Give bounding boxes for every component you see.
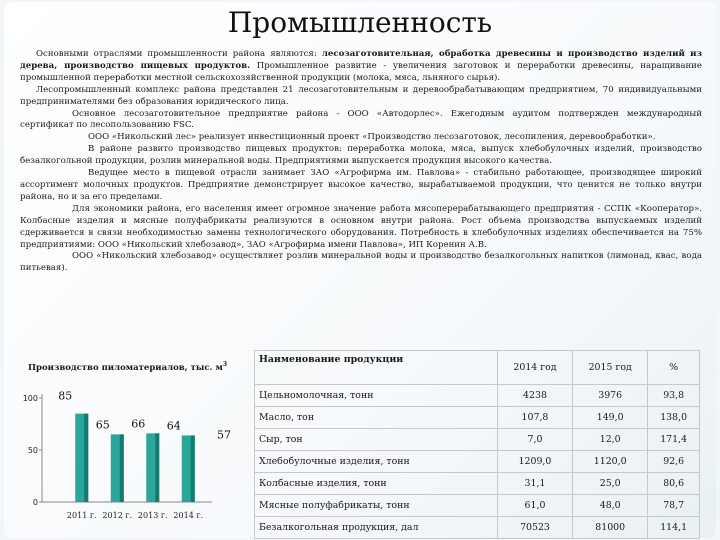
x-tick-label: 2011 г. — [66, 511, 97, 520]
table-row — [255, 429, 700, 451]
data-label: 66 — [131, 417, 146, 431]
y-tick-label: 50 — [27, 446, 38, 455]
data-label: 65 — [95, 418, 110, 432]
cell-product-name: Мясные полуфабрикаты, тонн — [255, 495, 498, 517]
table-row — [255, 385, 700, 407]
x-tick-label: 2013 г. — [137, 511, 168, 520]
cell-value: 149,0 — [573, 407, 648, 429]
cell-value: 70523 — [497, 517, 572, 539]
cell-value: 92,6 — [648, 451, 700, 473]
cell-value: 31,1 — [497, 473, 572, 495]
paragraph-avtodorles: Основное лесозаготовительное предприятие района - ООО «Автодорлес». Ежегодным аудитом подтвержден международный сертификат по лесопользованию FSC. — [20, 108, 702, 131]
body-text — [20, 49, 702, 275]
header-2014: 2014 год — [497, 351, 572, 385]
chart-bar-shade — [155, 433, 159, 502]
cell-value: 81000 — [573, 517, 648, 539]
cell-value: 80,6 — [648, 473, 700, 495]
page-title: Промышленность — [227, 6, 493, 39]
table-header-row — [255, 351, 700, 385]
chart-bar-shade — [84, 414, 88, 502]
table-row — [255, 407, 700, 429]
table-row — [255, 451, 700, 473]
table-row — [255, 517, 700, 539]
cell-value: 7,0 — [497, 429, 572, 451]
cell-product-name: Масло, тон — [255, 407, 498, 429]
cell-product-name: Цельномолочная, тонн — [255, 385, 498, 407]
y-tick-label: 100 — [22, 394, 38, 403]
paragraph-nikolsky-les: ООО «Никольский лес» реализует инвестиционный проект «Производство лесозаготовок, лесопиления, деревообработки». — [88, 132, 656, 143]
cell-value: 3976 — [573, 385, 648, 407]
extra-data-label: 57 — [217, 428, 231, 442]
cell-value: 12,0 — [573, 429, 648, 451]
chart-bar-shade — [120, 434, 124, 502]
cell-value: 4238 — [497, 385, 572, 407]
cell-product-name: Безалкогольная продукция, дал — [255, 517, 498, 539]
p1-prefix: Основными отраслями промышленности района являются: — [36, 49, 322, 59]
y-tick-label: 0 — [32, 498, 38, 507]
cell-value: 114,1 — [648, 517, 700, 539]
chart-title-text: Производство пиломатериалов, тыс. м — [28, 362, 223, 373]
cell-value: 93,8 — [648, 385, 700, 407]
cell-value: 61,0 — [497, 495, 572, 517]
paragraph-agrofirma: Ведущее место в пищевой отрасли занимает ЗАО «Агрофирма им. Павлова» - стабильно работающее, производящее широкий ассортимент молочных продуктов. Предприятие демонстрирует высокое качество, вырабатываемой продукции, что ценится не только внутри района, но и за его пределами. — [20, 168, 702, 202]
cell-value: 48,0 — [573, 495, 648, 517]
chart-bar-shade — [191, 435, 195, 502]
cell-value: 1120,0 — [573, 451, 648, 473]
paragraph-kooperator: Для экономики района, его населения имеет огромное значение работа мясоперерабатывающего предприятия - ССПК «Кооператор». Колбасные изделия и мясные полуфабрикаты реализуются в основном внутри района. Рост объема производства выпускаемых изделий сдерживается в связи необходимостью замены технологического оборудования. Потребность в хлебобулочных изделиях обеспечивается на 75% предприятиями: ООО «Никольский хлебозавод», ЗАО «Агрофирма имени Павлова», ИП Коренин А.В. — [20, 203, 702, 250]
cell-product-name: Хлебобулочные изделия, тонн — [255, 451, 498, 473]
paragraph-forestry: Лесопромышленный комплекс района представлен 21 лесозаготовительным и деревообрабатывающим предприятием, 70 индивидуальными предпринимателями без образования юридического лица. — [20, 84, 702, 107]
cell-value: 78,7 — [648, 495, 700, 517]
p1-bold: лесозаготовительная, обработка древесины и производство изделий из дерева, производство пищевых продуктов. — [20, 49, 702, 71]
cell-value: 171,4 — [648, 429, 700, 451]
production-table — [254, 350, 700, 539]
x-tick-label: 2014 г. — [173, 511, 204, 520]
chart-title — [28, 361, 227, 373]
paragraph-khlebozavod: ООО «Никольский хлебозавод» осуществляет розлив минеральной воды и производство безалкогольных напитков (лимонад, квас, вода питьевая). — [20, 251, 702, 274]
paragraph-food-production: В районе развито производство пищевых продуктов: переработка молока, мяса, выпуск хлебобулочных изделий, производство безалкогольной продукции, розлив минеральной воды. Предприятиями выпускается продукция высокого качества. — [20, 144, 702, 167]
paragraph-industries — [20, 49, 702, 85]
chart-svg — [20, 352, 252, 536]
cell-product-name: Сыр, тон — [255, 429, 498, 451]
data-label: 85 — [58, 389, 73, 403]
data-label: 64 — [166, 419, 181, 433]
cell-product-name: Колбасные изделия, тонн — [255, 473, 498, 495]
cell-value: 1209,0 — [497, 451, 572, 473]
x-tick-label: 2012 г. — [102, 511, 133, 520]
p1-suffix: Промышленное развитие - увеличения заготовок и переработки древесины, наращивание промышленной переработки местной сельскохозяйственной продукции (молока, мяса, льняного сырья). — [20, 60, 702, 83]
table-row — [255, 473, 700, 495]
header-2015: 2015 год — [573, 351, 648, 385]
header-percent: % — [648, 351, 700, 385]
cell-value: 138,0 — [648, 407, 700, 429]
header-product: Наименование продукции — [255, 351, 498, 385]
lumber-production-chart — [20, 352, 252, 536]
chart-title-sup: 3 — [222, 361, 228, 368]
cell-value: 107,8 — [497, 407, 572, 429]
table-row — [255, 495, 700, 517]
cell-value: 25,0 — [573, 473, 648, 495]
